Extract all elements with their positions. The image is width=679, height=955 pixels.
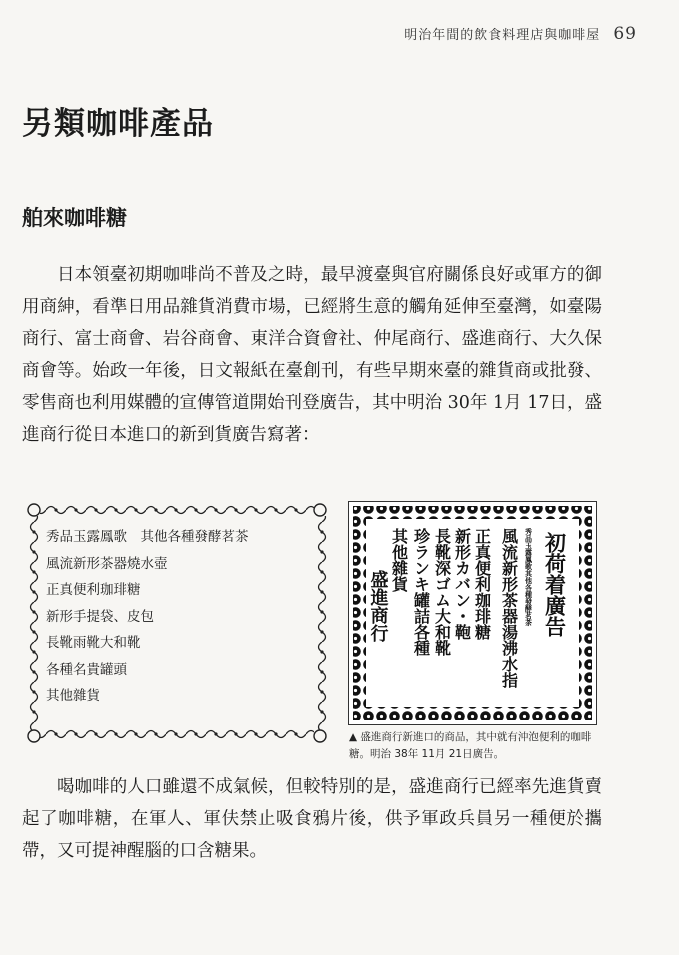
ad-column-text: 珍ランキ罐詰各種: [411, 528, 431, 656]
list-item: 秀品玉露鳳歌 其他各種發酵茗茶: [46, 529, 249, 545]
running-header: [404, 24, 637, 44]
list-item: 其他雜貨: [46, 688, 100, 704]
ad-text-box: [26, 502, 328, 744]
ad-column-text: 盛進商行: [367, 570, 389, 642]
list-item: 正真便利珈琲糖: [46, 582, 141, 598]
running-title: 明治年間的飲食料理店與咖啡屋: [404, 28, 601, 43]
ad-column-text: 其他雜貨: [389, 528, 409, 592]
list-item: 長靴雨靴大和靴: [46, 635, 141, 651]
ad-column-text: 秀品玉露鳳歌其他各種發酵茗茶: [524, 528, 534, 626]
ad-figure: [349, 502, 596, 724]
ad-column-text: 正真便利珈琲糖: [472, 528, 492, 640]
list-item: 新形手提袋、皮包: [46, 608, 154, 625]
ad-column-text: 初荷着廣告: [542, 532, 568, 637]
newspaper-ad-image: [348, 501, 597, 725]
ad-item-list: [46, 524, 249, 710]
ad-column-text: 長靴深ゴム大和靴: [432, 528, 452, 656]
list-item: 各種名貴罐頭: [46, 661, 127, 678]
paragraph-intro: 日本領臺初期咖啡尚不普及之時，最早渡臺與官府關係良好或軍方的御用商紳，看準日用品雜貨消費市場，已經將生意的觸角延伸至臺灣，如臺陽商行、富士商會、岩谷商會、東洋合資會社、仲尾商行、盛進商行、大久保商會等。始政一年後，日文報紙在臺創刊，有些早期來臺的雜貨商或批發、零售商也利用媒體的宣傳管道開始刊登廣告，其中明治 30年 1月 17日，盛進商行從日本進口的新到貨廣告寫著：: [22, 265, 602, 445]
ad-column-text: 風流新形茶器湯沸水指: [499, 528, 519, 688]
list-item: 風流新形茶器燒水壺: [46, 555, 168, 572]
paragraph-conclusion: 喝咖啡的人口雖還不成氣候，但較特別的是，盛進商行已經率先進貨賣起了咖啡糖，在軍人、軍伕禁止吸食鴉片後，供予軍政兵員另一種便於攜帶，又可提神醒腦的口含糖果。: [22, 777, 602, 861]
page-number: 69: [613, 24, 637, 44]
figure-caption: ▲ 盛進商行新進口的商品，其中就有沖泡便利的咖啡糖。明治 38年 11月 21日廣告。: [349, 731, 592, 760]
section-title: 另類咖啡產品: [22, 106, 214, 142]
ad-column-text: 新形カバン・鞄: [452, 528, 472, 640]
subsection-title: 舶來咖啡糖: [22, 206, 127, 230]
